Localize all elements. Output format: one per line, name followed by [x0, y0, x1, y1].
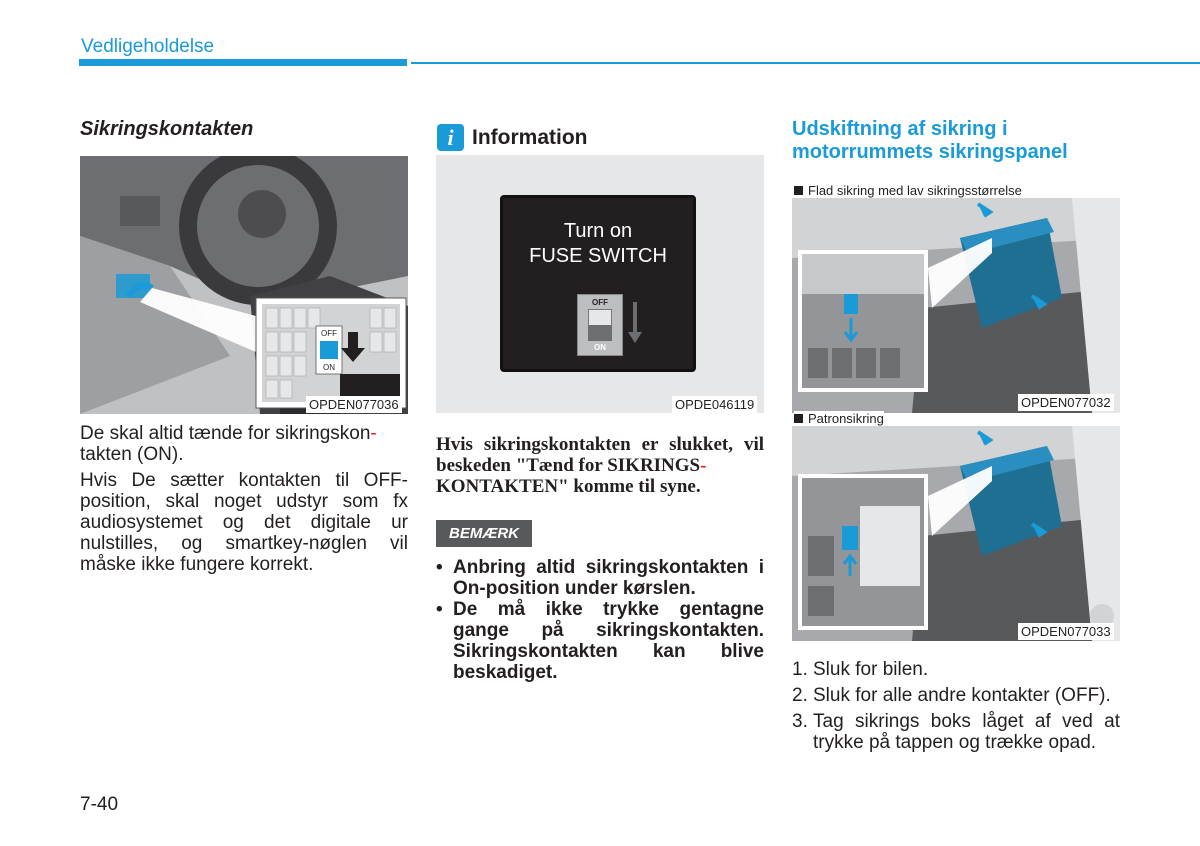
- page-number: 7-40: [80, 794, 119, 815]
- image-code: OPDEN077033: [1018, 623, 1114, 640]
- display-line-1: Turn on: [563, 220, 633, 242]
- information-title: Information: [472, 125, 588, 149]
- section-title: Vedligeholdelse: [81, 36, 215, 57]
- switch-off-label: OFF: [592, 298, 608, 307]
- note-badge: BEMÆRK: [436, 520, 532, 547]
- information-heading: [437, 124, 588, 151]
- switch-lever-shadow: [588, 325, 612, 341]
- arrow-down-icon: [627, 302, 643, 344]
- step-number: 1.: [792, 659, 808, 680]
- cluster-message-image: [436, 155, 764, 413]
- header-bar: [79, 59, 407, 66]
- paragraph: [80, 423, 408, 465]
- step-number: 2.: [792, 685, 808, 706]
- step-number: 3.: [792, 711, 808, 732]
- fuse-replacement-heading: Udskiftning af sikring i motorrummets sikringspanel: [792, 118, 1068, 163]
- note-list: [436, 557, 764, 683]
- hyphen: -: [700, 455, 707, 476]
- image-code: OPDEN077036: [306, 396, 402, 413]
- steps-list: [792, 659, 1120, 758]
- fuse-type-label: [794, 411, 884, 426]
- square-bullet-icon: [794, 414, 803, 423]
- fuse-type-label: [794, 183, 1022, 198]
- step-item: [792, 685, 1120, 706]
- cluster-display: [500, 195, 696, 372]
- header-rule: [411, 62, 1200, 64]
- text-span: Hvis sikringskontakten er slukket, vil beskeden "Tænd for SIKRINGS: [436, 434, 764, 476]
- engine-fuse-panel-image-1: [792, 198, 1120, 413]
- display-line-2: FUSE SWITCH: [529, 245, 667, 267]
- switch-on-label: ON: [594, 343, 606, 352]
- text-span: De skal altid tænde for sikringskon: [80, 423, 371, 444]
- square-bullet-icon: [794, 186, 803, 195]
- image-code: OPDE046119: [672, 396, 757, 413]
- note-item: • De må ikke trykke gentagne gange på sikringskontakten. Sikringskontakten kan blive beskadiget.: [436, 599, 764, 683]
- step-text: Sluk for alle andre kontakter (OFF).: [813, 685, 1111, 706]
- fuse-switch-body: [80, 423, 408, 580]
- step-text: Sluk for bilen.: [813, 659, 929, 680]
- switch-off-label: OFF: [321, 329, 337, 338]
- interior-fuse-switch-image: [80, 156, 408, 414]
- hyphen: -: [370, 423, 377, 444]
- step-text: Tag sikrings boks låget af ved at trykke på tappen og trække opad.: [813, 711, 1120, 753]
- paragraph: Hvis De sætter kontakten til OFF-position, skal noget udstyr som fx audiosystemet og det digitale ur nulstilles, og smartkey-nøglen vil måske ikke fungere korrekt.: [80, 470, 408, 575]
- label-text: Patronsikring: [808, 411, 884, 426]
- fuse-switch-heading: Sikringskontakten: [80, 118, 254, 140]
- information-text: [436, 434, 764, 497]
- image-code: OPDEN077032: [1018, 394, 1114, 411]
- fuse-switch-graphic: [577, 294, 623, 356]
- info-icon: i: [437, 124, 464, 151]
- step-item: [792, 659, 1120, 680]
- note-item: • Anbring altid sikringskontakten i On-position under kørslen.: [436, 557, 764, 599]
- engine-fuse-panel-image-2: [792, 426, 1120, 641]
- label-text: Flad sikring med lav sikringsstørrelse: [808, 183, 1022, 198]
- text-span: KONTAKTEN" komme til syne.: [436, 476, 701, 497]
- switch-on-label: ON: [323, 363, 335, 372]
- step-item: [792, 711, 1120, 753]
- text-span: takten (ON).: [80, 444, 184, 465]
